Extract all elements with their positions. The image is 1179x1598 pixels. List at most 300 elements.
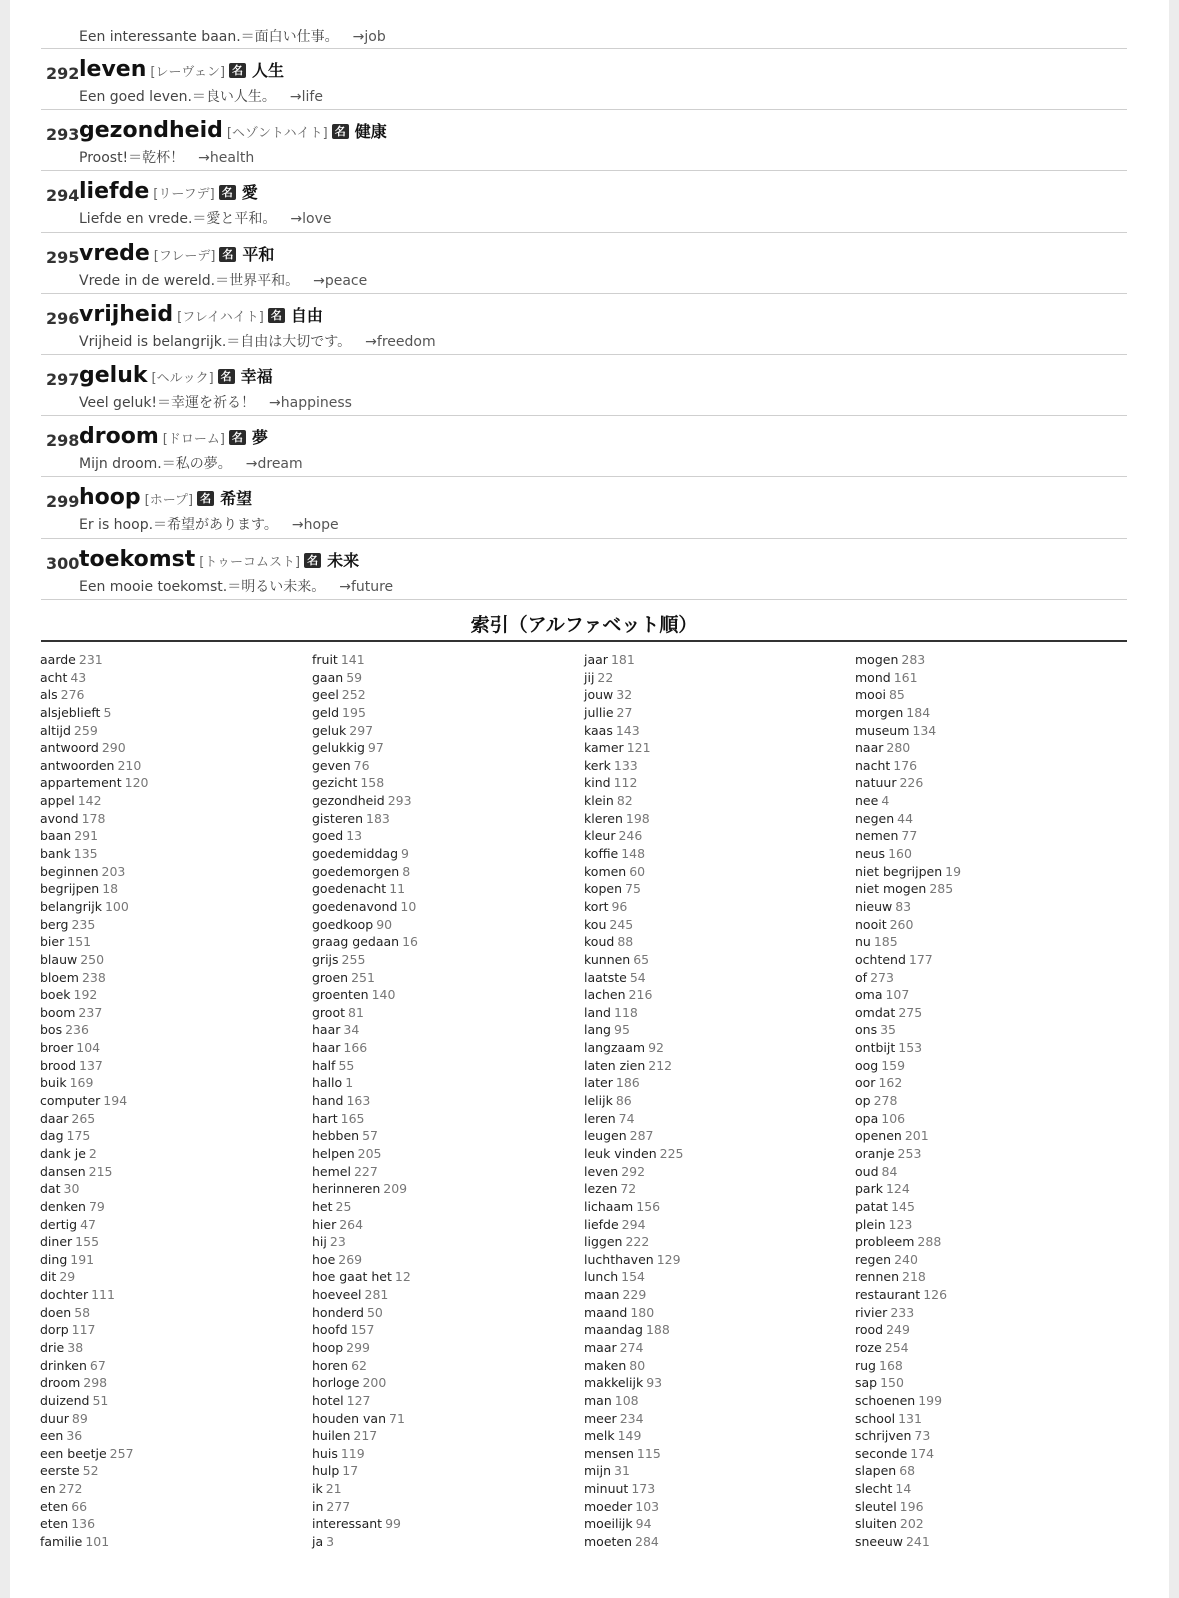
index-word: dit: [40, 1269, 57, 1285]
index-page-number: 103: [635, 1498, 660, 1514]
index-word: dertig: [40, 1216, 78, 1232]
index-word: leren: [584, 1110, 616, 1126]
index-page-number: 292: [621, 1163, 646, 1179]
index-word: gelukkig: [312, 740, 365, 756]
index-item: [40, 1127, 300, 1145]
index-page-number: 84: [881, 1163, 898, 1179]
index-item: [312, 757, 572, 775]
index-page-number: 119: [340, 1445, 365, 1461]
example-sentence: Een goed leven.＝良い人生。: [79, 89, 276, 105]
index-page-number: 52: [82, 1463, 99, 1479]
index-item: [584, 757, 844, 775]
index-page-number: 29: [59, 1269, 76, 1285]
index-word: laatste: [584, 969, 627, 985]
index-item: [312, 704, 572, 722]
index-page-number: 184: [906, 704, 931, 720]
index-page-number: 264: [339, 1216, 364, 1232]
index-page-number: 294: [621, 1216, 646, 1232]
index-item: [312, 686, 572, 704]
entry-word: gezondheid: [79, 118, 223, 144]
index-word: hemel: [312, 1163, 351, 1179]
index-word: duur: [40, 1410, 69, 1426]
index-item: [855, 1198, 1115, 1216]
index-page-number: 217: [353, 1428, 378, 1444]
index-item: [40, 1145, 300, 1163]
vocab-entry: [41, 171, 1127, 232]
index-page-number: 298: [83, 1375, 108, 1391]
index-page-number: 1: [345, 1075, 354, 1091]
english-gloss: →life: [289, 89, 323, 105]
index-word: moeder: [584, 1498, 633, 1514]
index-page-number: 47: [80, 1216, 96, 1232]
index-page-number: 227: [353, 1163, 378, 1179]
index-item: [312, 669, 572, 687]
index-page-number: 185: [873, 934, 898, 950]
index-item: [312, 1339, 572, 1357]
index-page-number: 260: [889, 916, 914, 932]
index-word: jij: [584, 669, 595, 685]
index-word: en: [40, 1481, 56, 1497]
index-page-number: 85: [888, 687, 905, 703]
index-page-number: 168: [879, 1357, 903, 1373]
index-item: [584, 1004, 844, 1022]
index-page-number: 255: [341, 951, 366, 967]
index-word: land: [584, 1004, 611, 1020]
index-word: goedemorgen: [312, 863, 400, 879]
entry-example: [79, 270, 367, 290]
index-word: lichaam: [584, 1198, 634, 1214]
index-word: jullie: [584, 704, 614, 720]
index-item: [584, 986, 844, 1004]
index-word: oranje: [855, 1145, 895, 1161]
index-title: 索引（アルファベット順）: [41, 612, 1127, 642]
index-item: [40, 880, 300, 898]
entry-word: vrijheid: [79, 301, 174, 327]
index-page-number: 163: [346, 1093, 371, 1109]
index-page-number: 252: [341, 687, 366, 703]
index-item: [312, 722, 572, 740]
index-item: [855, 1074, 1115, 1092]
index-page-number: 250: [80, 951, 105, 967]
index-page-number: 198: [625, 810, 650, 826]
index-word: begrijpen: [40, 881, 100, 897]
index-item: [584, 1392, 844, 1410]
index-item: [855, 1233, 1115, 1251]
index-item: [584, 1515, 844, 1533]
index-item: [312, 1357, 572, 1375]
index-item: [855, 845, 1115, 863]
vocab-entry: [41, 49, 1127, 110]
index-item: [584, 880, 844, 898]
index-column-1: [40, 651, 300, 1551]
index-word: sleutel: [855, 1498, 897, 1514]
index-page-number: 100: [104, 898, 129, 914]
index-page-number: 51: [92, 1392, 109, 1408]
index-word: baan: [40, 828, 72, 844]
index-item: [312, 898, 572, 916]
index-item: [855, 1339, 1115, 1357]
entry-meaning: 自由: [290, 305, 323, 325]
index-page-number: 166: [343, 1040, 368, 1056]
index-page-number: 117: [71, 1322, 96, 1338]
index-page-number: 159: [881, 1057, 906, 1073]
index-page-number: 136: [71, 1516, 96, 1532]
index-page-number: 173: [631, 1481, 656, 1497]
index-item: [584, 669, 844, 687]
index-word: buik: [40, 1075, 67, 1091]
index-item: [312, 810, 572, 828]
index-page-number: 104: [76, 1040, 101, 1056]
index-word: morgen: [855, 704, 904, 720]
index-item: [855, 774, 1115, 792]
entry-headline: [79, 56, 284, 87]
noun-badge: 名: [229, 63, 246, 78]
index-item: [312, 916, 572, 934]
index-item: [855, 1251, 1115, 1269]
index-word: maand: [584, 1304, 628, 1320]
index-item: [584, 1268, 844, 1286]
index-word: ochtend: [855, 951, 906, 967]
index-word: man: [584, 1392, 612, 1408]
index-item: [584, 1480, 844, 1498]
index-word: of: [855, 969, 868, 985]
index-word: mensen: [584, 1445, 634, 1461]
entry-reading: [レーヴェン]: [150, 65, 226, 80]
index-word: jouw: [584, 687, 614, 703]
index-item: [584, 1339, 844, 1357]
index-page-number: 148: [621, 846, 646, 862]
index-word: broer: [40, 1040, 74, 1056]
index-word: luchthaven: [584, 1251, 654, 1267]
index-item: [40, 1233, 300, 1251]
index-word: moeilijk: [584, 1516, 633, 1532]
entry-example: [79, 86, 323, 106]
index-item: [312, 845, 572, 863]
index-item: [855, 898, 1115, 916]
index-word: dag: [40, 1128, 64, 1144]
index-item: [312, 933, 572, 951]
index-page-number: 59: [346, 669, 363, 685]
index-word: kleren: [584, 810, 623, 826]
index-word: horloge: [312, 1375, 360, 1391]
index-item: [855, 1110, 1115, 1128]
index-item: [40, 1357, 300, 1375]
vocab-entry: [41, 416, 1127, 477]
index-word: hier: [312, 1216, 337, 1232]
index-item: [40, 1392, 300, 1410]
index-page-number: 19: [945, 863, 962, 879]
index-page-number: 21: [325, 1481, 342, 1497]
index-word: een beetje: [40, 1445, 107, 1461]
index-word: antwoorden: [40, 757, 115, 773]
example-sentence: Een mooie toekomst.＝明るい未来。: [79, 578, 326, 595]
index-word: mond: [855, 669, 891, 685]
index-word: schoenen: [855, 1392, 916, 1408]
index-item: [40, 845, 300, 863]
index-word: op: [855, 1093, 871, 1109]
index-word: haar: [312, 1022, 341, 1038]
index-item: [312, 1163, 572, 1181]
index-word: moeten: [584, 1534, 633, 1550]
noun-badge: 名: [332, 124, 349, 139]
index-item: [855, 1127, 1115, 1145]
index-word: helpen: [312, 1145, 355, 1161]
index-item: [855, 757, 1115, 775]
index-word: haar: [312, 1040, 341, 1056]
index-item: [312, 1198, 572, 1216]
index-item: [855, 810, 1115, 828]
index-item: [584, 1092, 844, 1110]
index-word: goed: [312, 828, 344, 844]
index-word: lelijk: [584, 1093, 613, 1109]
index-page-number: 209: [383, 1181, 408, 1197]
index-page-number: 161: [893, 669, 918, 685]
index-item: [584, 774, 844, 792]
index-item: [40, 1286, 300, 1304]
index-page-number: 55: [338, 1057, 355, 1073]
english-gloss: →dream: [245, 456, 303, 473]
index-item: [584, 1110, 844, 1128]
entry-headline: [79, 117, 387, 148]
index-page-number: 92: [648, 1040, 664, 1056]
index-item: [584, 845, 844, 863]
index-word: slecht: [855, 1481, 893, 1497]
index-item: [855, 1304, 1115, 1322]
english-gloss: →future: [339, 578, 394, 595]
index-item: [312, 880, 572, 898]
index-item: [584, 863, 844, 881]
index-item: [312, 792, 572, 810]
index-word: jaar: [584, 652, 608, 667]
index-page-number: 123: [888, 1216, 913, 1232]
entry-example: [79, 331, 436, 351]
index-page-number: 246: [618, 828, 643, 844]
index-word: gisteren: [312, 810, 363, 826]
index-item: [584, 1057, 844, 1075]
index-item: [312, 986, 572, 1004]
vocab-entry: [41, 0, 1127, 49]
index-item: [855, 1392, 1115, 1410]
index-page-number: 67: [89, 1357, 106, 1373]
index-word: ja: [312, 1534, 324, 1550]
document-page: [10, 0, 1169, 1598]
index-word: roze: [855, 1339, 882, 1355]
index-word: dochter: [40, 1287, 89, 1303]
index-word: interessant: [312, 1516, 383, 1532]
index-item: [855, 686, 1115, 704]
entry-number: 298: [46, 431, 80, 451]
index-word: nu: [855, 934, 871, 950]
index-item: [855, 651, 1115, 669]
index-item: [855, 722, 1115, 740]
entry-meaning: 人生: [252, 61, 285, 80]
index-page-number: 95: [614, 1022, 630, 1038]
entry-number: 295: [46, 247, 80, 267]
index-word: computer: [40, 1093, 101, 1109]
index-page-number: 35: [880, 1022, 896, 1038]
index-word: familie: [40, 1534, 83, 1550]
index-page-number: 97: [367, 740, 384, 756]
entry-headline: [79, 546, 359, 577]
index-word: dansen: [40, 1163, 86, 1179]
index-item: [40, 863, 300, 881]
index-word: openen: [855, 1128, 902, 1144]
index-word: aarde: [40, 652, 76, 667]
index-word: geluk: [312, 722, 347, 738]
index-word: droom: [40, 1375, 81, 1391]
index-item: [584, 810, 844, 828]
index-word: nooit: [855, 916, 887, 932]
index-page-number: 176: [893, 757, 918, 773]
index-word: grijs: [312, 951, 339, 967]
index-page-number: 285: [929, 881, 954, 897]
index-word: ons: [855, 1022, 878, 1038]
index-page-number: 284: [635, 1534, 659, 1550]
index-page-number: 162: [878, 1075, 903, 1091]
index-item: [40, 792, 300, 810]
index-page-number: 149: [617, 1428, 642, 1444]
index-item: [40, 1216, 300, 1234]
index-page-number: 215: [88, 1163, 113, 1179]
index-page-number: 233: [890, 1304, 915, 1320]
index-word: lezen: [584, 1181, 618, 1197]
index-page-number: 66: [71, 1498, 88, 1514]
entry-headline: [79, 484, 252, 515]
index-word: groenten: [312, 987, 369, 1003]
index-item: [855, 933, 1115, 951]
index-page-number: 154: [621, 1269, 645, 1285]
index-item: [584, 1374, 844, 1392]
index-page-number: 142: [77, 793, 102, 809]
index-page-number: 13: [346, 828, 363, 844]
english-gloss: →happiness: [269, 394, 352, 411]
index-item: [584, 1462, 844, 1480]
english-gloss: →love: [290, 211, 332, 228]
entry-number: 299: [46, 492, 80, 512]
index-page-number: 72: [620, 1181, 637, 1197]
index-page-number: 201: [904, 1128, 929, 1144]
index-page-number: 71: [389, 1410, 405, 1426]
index-item: [312, 1427, 572, 1445]
entry-example: [79, 576, 393, 596]
index-word: dorp: [40, 1322, 69, 1338]
index-word: nieuw: [855, 898, 893, 914]
index-item: [855, 1021, 1115, 1039]
index-item: [584, 1039, 844, 1057]
index-item: [855, 1092, 1115, 1110]
index-item: [855, 1445, 1115, 1463]
index-page-number: 231: [78, 652, 103, 667]
index-word: drie: [40, 1339, 65, 1355]
index-page-number: 245: [609, 916, 634, 932]
index-item: [312, 774, 572, 792]
entry-number: 300: [46, 553, 80, 573]
index-page-number: 89: [71, 1410, 88, 1426]
entry-meaning: 夢: [251, 428, 268, 448]
index-item: [40, 916, 300, 934]
index-page-number: 196: [899, 1498, 924, 1514]
index-page-number: 178: [81, 810, 106, 826]
index-page-number: 65: [633, 951, 650, 967]
index-word: seconde: [855, 1445, 908, 1461]
index-item: [40, 986, 300, 1004]
index-page-number: 226: [899, 775, 924, 791]
index-item: [312, 951, 572, 969]
english-gloss: →health: [198, 150, 255, 167]
index-item: [40, 969, 300, 987]
index-word: oma: [855, 987, 883, 1003]
index-item: [584, 898, 844, 916]
index-item: [312, 1445, 572, 1463]
index-word: oud: [855, 1163, 879, 1179]
index-item: [312, 1251, 572, 1269]
index-word: schrijven: [855, 1428, 912, 1444]
index-page-number: 216: [628, 987, 653, 1003]
index-page-number: 183: [366, 810, 390, 826]
index-word: drinken: [40, 1357, 87, 1373]
index-item: [312, 1286, 572, 1304]
index-page-number: 192: [73, 987, 98, 1003]
index-item: [584, 1145, 844, 1163]
index-item: [312, 1057, 572, 1075]
index-page-number: 222: [625, 1234, 650, 1250]
index-word: koud: [584, 934, 615, 950]
index-page-number: 257: [109, 1445, 134, 1461]
index-word: half: [312, 1057, 336, 1073]
index-word: negen: [855, 810, 895, 826]
index-page-number: 278: [873, 1093, 898, 1109]
index-word: makkelijk: [584, 1375, 644, 1391]
index-page-number: 131: [898, 1410, 922, 1426]
index-item: [584, 1163, 844, 1181]
index-item: [584, 1180, 844, 1198]
index-item: [312, 1092, 572, 1110]
index-page-number: 60: [629, 863, 646, 879]
index-page-number: 181: [610, 652, 635, 667]
index-page-number: 86: [615, 1093, 632, 1109]
index-page-number: 82: [616, 793, 633, 809]
index-page-number: 186: [615, 1075, 640, 1091]
index-page-number: 169: [69, 1075, 94, 1091]
english-gloss: →freedom: [365, 333, 436, 350]
index-page-number: 203: [101, 863, 126, 879]
index-page-number: 76: [353, 757, 370, 773]
index-item: [40, 1321, 300, 1339]
index-item: [40, 1039, 300, 1057]
index-page-number: 27: [616, 704, 633, 720]
index-item: [584, 916, 844, 934]
index-word: kou: [584, 916, 607, 932]
index-item: [312, 1462, 572, 1480]
index-word: oog: [855, 1057, 879, 1073]
index-column-4: [855, 651, 1115, 1551]
index-word: bier: [40, 934, 65, 950]
index-item: [40, 1498, 300, 1516]
index-page-number: 8: [402, 863, 411, 879]
index-item: [312, 739, 572, 757]
index-page-number: 5: [103, 704, 112, 720]
entry-meaning: 平和: [242, 244, 275, 264]
index-item: [855, 1427, 1115, 1445]
entry-reading: [ホープ]: [144, 493, 194, 509]
index-item: [312, 863, 572, 881]
index-item: [855, 739, 1115, 757]
index-word: belangrijk: [40, 898, 102, 914]
index-page-number: 2: [88, 1145, 97, 1161]
index-page-number: 235: [71, 916, 96, 932]
index-page-number: 129: [656, 1251, 681, 1267]
index-word: geven: [312, 757, 351, 773]
